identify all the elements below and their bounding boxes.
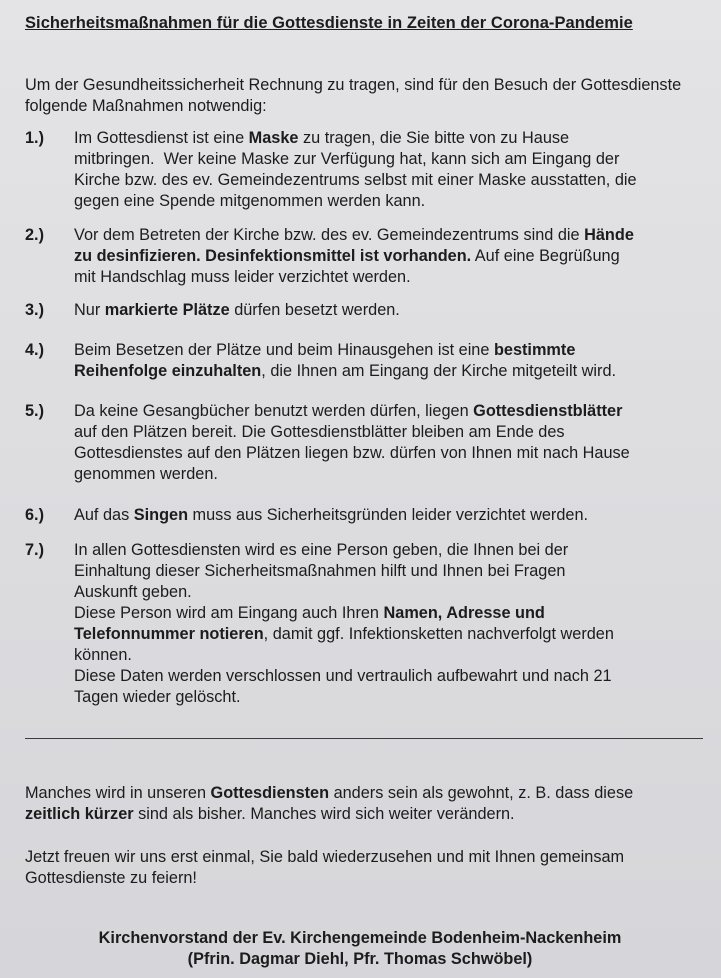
closing-paragraph-2: Jetzt freuen wir uns erst einmal, Sie bald wiederzusehen und mit Ihnen gemeinsam Gottesdienste zu feiern! (25, 848, 625, 887)
divider-line (25, 738, 703, 739)
signature-line-2: (Pfrin. Dagmar Diehl, Pfr. Thomas Schwöbel) (187, 950, 533, 968)
item-number: 7.) (25, 541, 45, 559)
item-number: 2.) (25, 226, 45, 244)
item-text: In allen Gottesdiensten wird es eine Person geben, die Ihnen bei der Einhaltung dieser Sicherheitsmaßnahmen hilft und Ihnen bei Fragen Auskunft geben. Diese Person wird am Eingang auch Ihren Namen, Adresse und Telefonnummer notieren, damit ggf. Infektionsketten nachverfolgt werden können. Diese Daten werden verschlossen und vertraulich aufbewahrt und nach 21 Tagen wieder gelöscht. (74, 541, 614, 706)
item-text: Nur markierte Plätze dürfen besetzt werden. (74, 301, 400, 319)
item-number: 6.) (25, 506, 45, 524)
item-number: 5.) (25, 402, 45, 420)
item-number: 1.) (25, 129, 45, 147)
item-text: Im Gottesdienst ist eine Maske zu tragen, die Sie bitte von zu Hause mitbringen. Wer keine Maske zur Verfügung hat, kann sich am Eingang der Kirche bzw. des ev. Gemeindezentrums selbst mit einer Maske ausstatten, die gegen eine Spende mitgenommen werden kann. (74, 129, 637, 210)
item-text: Beim Besetzen der Plätze und beim Hinausgehen ist eine bestimmte Reihenfolge einzuhalten, die Ihnen am Eingang der Kirche mitgeteilt wird. (74, 341, 617, 380)
document-title: Sicherheitsmaßnahmen für die Gottesdienste in Zeiten der Corona-Pandemie (25, 14, 633, 32)
intro-paragraph: Um der Gesundheitssicherheit Rechnung zu tragen, sind für den Besuch der Gottesdienste folgende Maßnahmen notwendig: (25, 76, 682, 115)
closing-paragraph-1: Manches wird in unseren Gottesdiensten anders sein als gewohnt, z. B. dass diese zeitlich kürzer sind als bisher. Manches wird sich weiter verändern. (25, 784, 634, 823)
item-number: 4.) (25, 341, 45, 359)
signature-line-1: Kirchenvorstand der Ev. Kirchengemeinde Bodenheim-Nackenheim (98, 929, 622, 947)
item-text: Da keine Gesangbücher benutzt werden dürfen, liegen Gottesdienstblätter auf den Plätzen bereit. Die Gottesdienstblätter bleiben am Ende des Gottesdienstes auf den Plätzen liegen bzw. dürfen von Ihnen mit nach Hause genommen werden. (74, 402, 630, 483)
item-text: Auf das Singen muss aus Sicherheitsgründen leider verzichtet werden. (74, 506, 589, 524)
signature-block (25, 928, 695, 970)
item-text: Vor dem Betreten der Kirche bzw. des ev. Gemeindezentrums sind die Hände zu desinfizieren. Desinfektionsmittel ist vorhanden. Auf eine Begrüßung mit Handschlag muss leider verzichtet werden. (74, 226, 634, 286)
item-number: 3.) (25, 301, 45, 319)
